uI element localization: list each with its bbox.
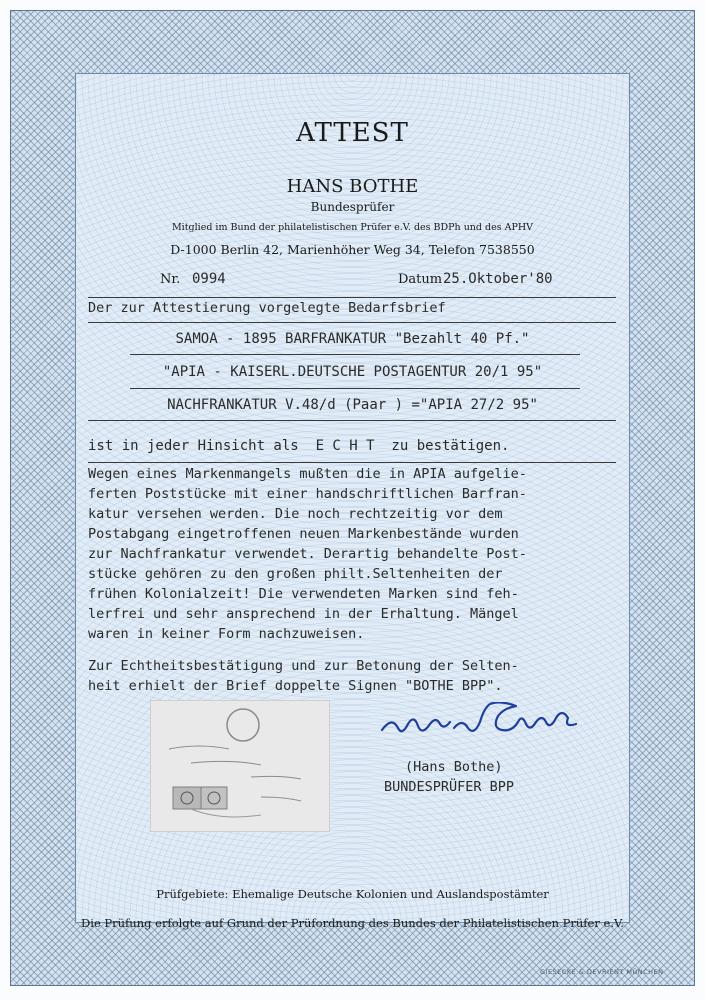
divider [88,420,616,421]
item-line: "APIA - KAISERL.DEUTSCHE POSTAGENTUR 20/1 95" [162,364,543,380]
divider [88,462,616,463]
signer-title: BUNDESPRÜFER BPP [384,779,515,795]
signature-note-line: Zur Echtheitsbestätigung und zur Betonung der Selten- [88,658,519,674]
examiner-name: HANS BOTHE [286,176,419,197]
description-line: stücke gehören zu den großen philt.Seltenheiten der [88,566,503,582]
membership-line: Mitglied im Bund der philatelistischen Prüfer e.V. des BDPh und des APHV [171,222,534,233]
divider [130,354,580,355]
item-line: SAMOA - 1895 BARFRANKATUR "Bezahlt 40 Pf." [175,331,530,347]
divider [130,388,580,389]
description-line: frühen Kolonialzeit! Die verwendeten Marken sind feh- [88,586,519,602]
divider [88,322,616,323]
certificate-date: 25.Oktober'80 [443,271,553,287]
number-label: Nr. [160,272,181,287]
description-line: ferten Poststücke mit einer handschriftlichen Barfran- [88,486,527,502]
examination-basis: Die Prüfung erfolgte auf Grund der Prüfordnung des Bundes der Philatelistischen Prüfer e.V. [81,916,624,930]
verdict-text: ist in jeder Hinsicht als E C H T zu bestätigen. [88,438,510,454]
description-line: katur versehen werden. Die noch rechtzeitig vor dem [88,506,503,522]
signature-note-line: heit erhielt der Brief doppelte Signen "BOTHE BPP". [88,678,503,694]
handwritten-signature [378,702,596,748]
cover-photo [150,700,330,832]
description-line: waren in keiner Form nachzuweisen. [88,626,365,642]
certificate-number: 0994 [192,271,226,287]
date-label: Datum [398,272,443,287]
description-line: zur Nachfrankatur verwendet. Derartig behandelte Post- [88,546,527,562]
examination-areas: Prüfgebiete: Ehemalige Deutsche Kolonien und Auslandspostämter [156,887,549,901]
address-line: D-1000 Berlin 42, Marienhöher Weg 34, Telefon 7538550 [170,242,535,257]
intro-text: Der zur Attestierung vorgelegte Bedarfsbrief [88,300,446,316]
description-line: Postabgang eingetroffenen neuen Markenbestände wurden [88,526,519,542]
examiner-role: Bundesprüfer [310,200,395,214]
description-line: lerfrei und sehr ansprechend in der Erhaltung. Mängel [88,606,519,622]
printer-mark: GIESECKE & DEVRIENT MÜNCHEN [540,968,664,976]
divider [88,297,616,298]
signer-name: (Hans Bothe) [405,759,503,775]
certificate-title: ATTEST [296,118,409,148]
description-line: Wegen eines Markenmangels mußten die in APIA aufgelie- [88,466,527,482]
item-line: NACHFRANKATUR V.48/d (Paar ) ="APIA 27/2 95" [167,397,538,413]
